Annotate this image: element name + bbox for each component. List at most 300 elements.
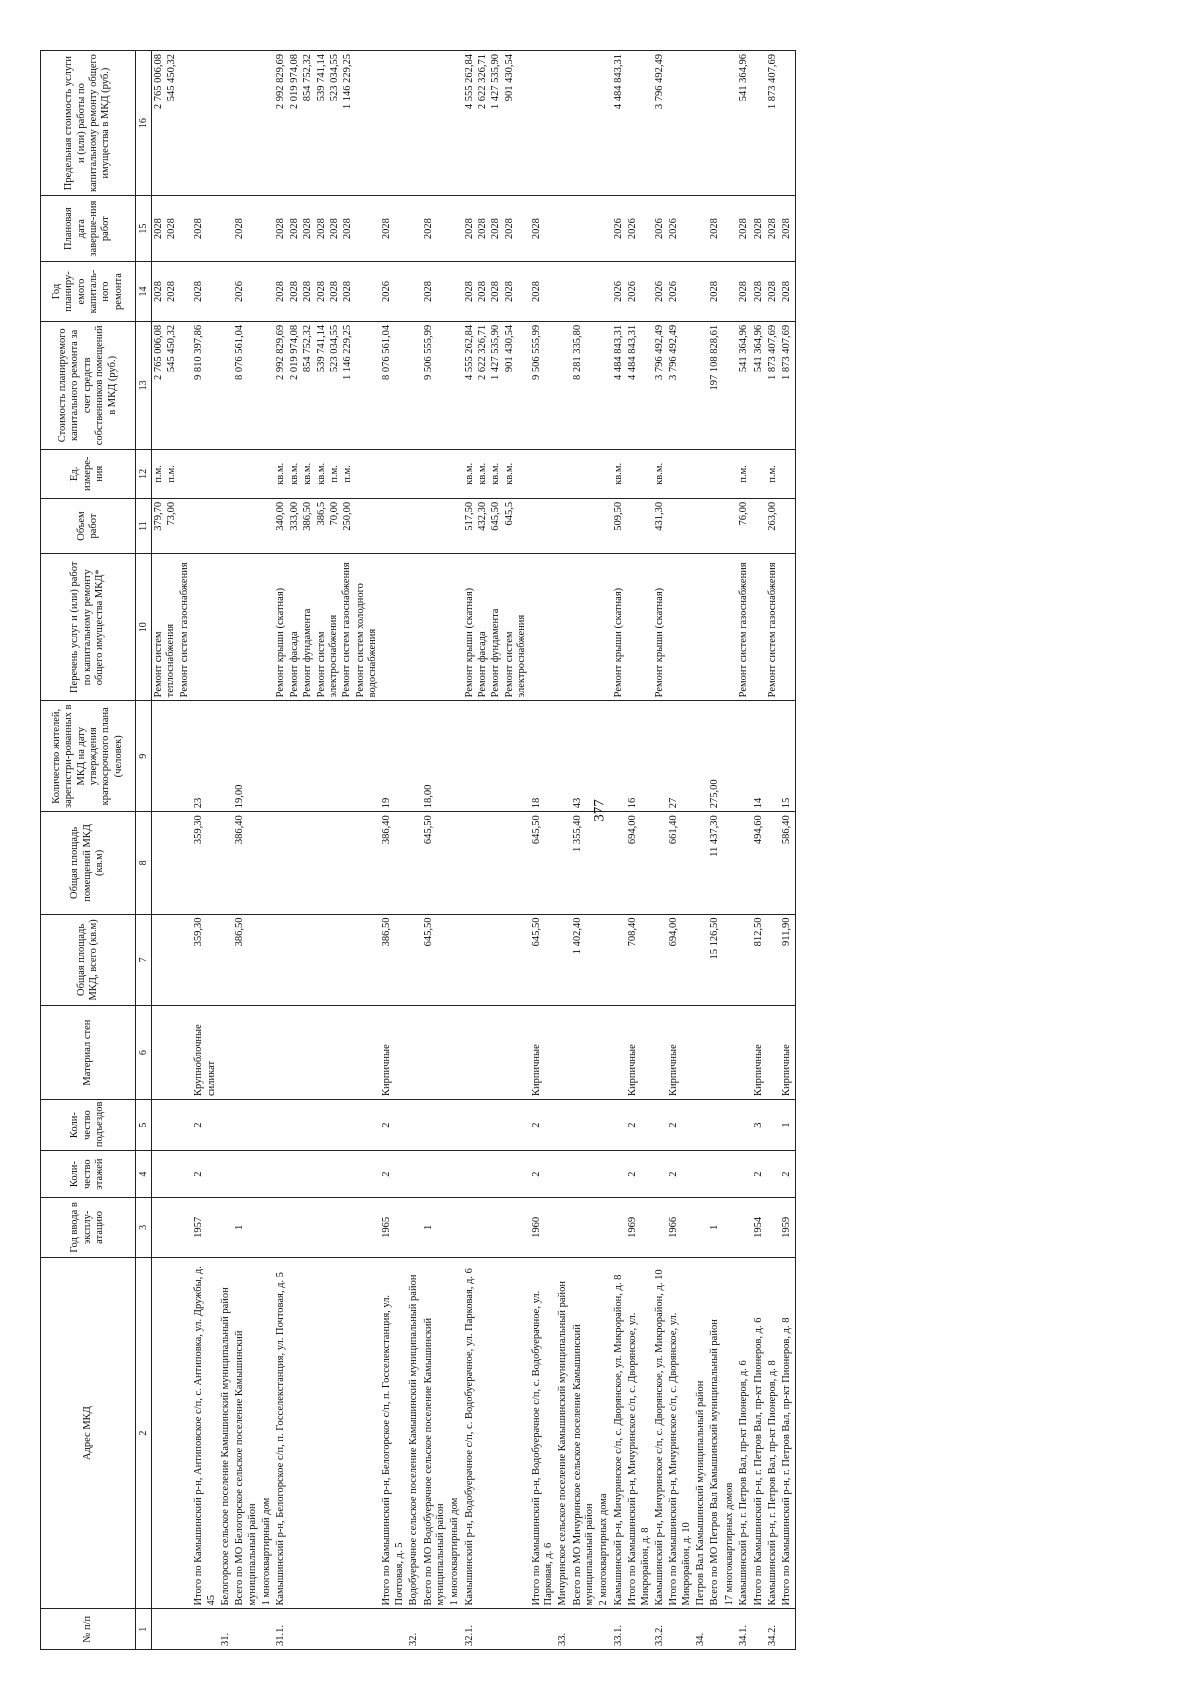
cell-line [408,54,420,192]
cell-line [572,502,584,550]
cell-col-1 [152,1609,193,1650]
cell-line [449,325,461,446]
cell-col-9: 23 [192,701,219,812]
cell-col-15 [708,196,722,262]
cell-col-9 [723,701,737,812]
cell-col-16 [422,51,449,196]
cell-col-6 [152,1006,193,1100]
cell-col-5 [653,1100,667,1151]
cell-col-8: 661,40 [667,812,694,914]
table-row [723,51,737,1650]
cell-line: п.м. [738,465,750,483]
cell-col-5 [219,1100,233,1151]
cell-line: 2028 [342,218,354,240]
cell-line: 386,5 [315,501,327,526]
cell-line: кв.м. [477,462,488,485]
cell-line: 901 430,54 [503,324,515,373]
cell-col-12 [530,449,557,498]
cell-col-3: 1954 [752,1198,766,1258]
cell-col-14 [407,262,421,322]
cell-line: 2028 [503,281,515,303]
cell-line: 2028 [490,281,502,303]
cell-col-3 [152,1198,193,1258]
cell-col-10 [152,554,193,701]
cell-line: 2028 [781,218,793,240]
cell-line: 73,00 [166,501,178,526]
cell-col-1 [780,1609,795,1650]
cell-line [220,453,232,495]
cell-line: 263,00 [766,501,778,531]
cell-col-15 [530,196,557,262]
cell-col-4 [766,1151,780,1198]
cell-line: Ремонт систем газоснабжения [738,562,750,698]
cell-line: 2028 [709,281,721,303]
cell-col-6 [219,1006,233,1100]
cell-col-7: 812,50 [752,914,766,1006]
cell-col-11 [380,498,407,553]
cell-line [408,325,420,446]
cell-col-5 [463,1100,530,1151]
cell-line [781,502,793,550]
column-number-1: 1 [136,1609,152,1650]
cell-col-4 [219,1151,233,1198]
cell-col-16 [274,51,380,196]
cell-line [408,502,420,550]
cell-col-10 [407,554,421,701]
cell-col-3: 1966 [667,1198,694,1258]
column-header-12: Ед. измере-ния [41,449,136,498]
cell-line: 1 873 407,69 [766,54,778,110]
cell-col-9 [556,701,570,812]
cell-line: 2028 [463,281,475,303]
cell-line: 340,00 [275,501,287,531]
cell-col-8 [463,812,530,914]
cell-col-14 [463,262,530,322]
rotated-table-wrapper [40,50,1140,1650]
cell-line [220,325,232,446]
cell-line [709,54,721,192]
cell-col-10 [780,554,795,701]
cell-line: 2028 [766,218,778,240]
cell-col-3 [766,1198,780,1258]
column-header-13: Стоимость планируемого капитального ремонта за счет средств собственников помещений в МКД (руб.) [41,321,136,449]
cell-col-4: 2 [752,1151,766,1198]
table-row [530,51,557,1650]
cell-col-1 [571,1609,598,1650]
cell-col-16 [463,51,530,196]
cell-col-7 [597,914,611,1006]
cell-col-10 [653,554,667,701]
cell-line: 1 873 407,69 [766,324,778,381]
cell-col-12 [152,449,193,498]
cell-col-8: 386,40 [380,812,407,914]
cell-col-12 [448,449,462,498]
cell-col-9 [612,701,626,812]
cell-col-14 [233,262,260,322]
cell-col-14 [422,262,449,322]
cell-line [781,557,793,697]
cell-col-7: 645,50 [422,914,449,1006]
table-row [653,51,667,1650]
cell-col-6: Крупноблочные силикат [192,1006,219,1100]
cell-col-6 [737,1006,751,1100]
cell-col-10 [530,554,557,701]
cell-line [408,453,420,495]
cell-line [234,557,246,697]
cell-line [381,453,393,495]
cell-line: 2 765 006,08 [153,54,164,110]
cell-line: 523 034,55 [328,324,340,373]
cell-line [781,453,793,495]
cell-col-1: 34.2. [766,1609,780,1650]
cell-col-14 [152,262,193,322]
cell-col-16 [530,51,557,196]
cell-col-15 [448,196,462,262]
cell-col-9 [694,701,708,812]
cell-col-2: Итого по Камышинский р-н, Антиповское с/п, с. Антиповка, ул. Дружбы, д. 45 [192,1257,219,1609]
cell-line: 2028 [381,218,393,240]
cell-col-13 [233,321,260,449]
cell-col-3: 1969 [626,1198,653,1258]
cell-col-16 [380,51,407,196]
cell-col-8 [653,812,667,914]
cell-line [572,453,584,495]
cell-col-12 [723,449,737,498]
cell-col-13 [219,321,233,449]
cell-col-9 [260,701,274,812]
cell-col-10 [571,554,598,701]
cell-line: 2028 [738,281,750,303]
cell-col-4 [448,1151,462,1198]
cell-col-5: 3 [752,1100,766,1151]
column-header-6: Материал стен [41,1006,136,1100]
cell-col-5: 1 [780,1100,795,1151]
cell-line: 545 450,32 [166,324,178,373]
cell-col-14 [530,262,557,322]
cell-col-9 [737,701,751,812]
column-number-9: 9 [136,701,152,812]
cell-col-8: 359,30 [192,812,219,914]
cell-line: 2 992 829,69 [275,54,287,110]
cell-line: 3 796 492,49 [653,324,665,381]
cell-line [695,54,707,192]
cell-line [753,54,765,192]
cell-col-3: 1 [422,1198,449,1258]
table-row [752,51,766,1650]
cell-col-10 [766,554,780,701]
cell-line [598,199,610,258]
cell-col-5 [597,1100,611,1151]
cell-line: Ремонт фундамента [302,608,314,698]
cell-col-12 [274,449,380,498]
cell-col-6: Кирпичные [530,1006,557,1100]
cell-line: 2028 [422,218,434,240]
table-row [737,51,751,1650]
cell-line [449,453,461,495]
table-row [766,51,780,1650]
cell-col-7 [653,914,667,1006]
cell-col-9: 18 [530,701,557,812]
table-row [260,51,274,1650]
cell-col-13 [723,321,737,449]
cell-col-11 [766,498,780,553]
cell-col-5 [274,1100,380,1151]
cell-col-12 [597,449,611,498]
cell-line: 2028 [288,281,300,303]
cell-col-13 [667,321,694,449]
cell-col-5 [556,1100,570,1151]
cell-col-10 [380,554,407,701]
cell-col-5 [612,1100,626,1151]
cell-line: п.м. [153,465,164,483]
cell-col-1: 33.1. [612,1609,626,1650]
cell-col-6 [233,1006,260,1100]
cell-col-13 [192,321,219,449]
cell-line: кв.м. [463,462,475,485]
column-header-14: Год планиру-емого капиталь-ного ремонта [41,262,136,322]
cell-col-13 [653,321,667,449]
cell-col-4 [737,1151,751,1198]
cell-line [572,54,584,192]
cell-line: 9 506 555,99 [530,324,542,381]
cell-col-3: 1965 [380,1198,407,1258]
cell-line: 1 427 535,90 [490,54,502,110]
cell-col-11 [752,498,766,553]
cell-line: 333,00 [288,501,300,531]
cell-line: 2028 [153,281,164,303]
cell-col-2: Итого по Камышинский р-н, Мичуринское с/п, с. Дворянское, ул. Микрорайон, д. 8 [626,1257,653,1609]
cell-line [261,557,273,697]
column-header-10: Перечень услуг и (или) работ по капитальному ремонту общего имущества МКД* [41,554,136,701]
cell-col-9: 275,00 [708,701,722,812]
cell-col-16 [694,51,708,196]
cell-col-4: 2 [530,1151,557,1198]
cell-line: 2026 [381,281,393,303]
column-header-15: Плановая дата заверше-ния работ [41,196,136,262]
column-header-2: Адрес МКД [41,1257,136,1609]
cell-col-7 [152,914,193,1006]
cell-col-2: Итого по Камышинский р-н, Мичуринское с/п, с. Дворянское, ул. Микрорайон, д. 10 [667,1257,694,1609]
cell-line [234,502,246,550]
cell-line [220,557,232,697]
cell-line: 2028 [752,281,764,303]
cell-col-6 [597,1006,611,1100]
cell-col-15 [274,196,380,262]
cell-col-3 [737,1198,751,1258]
cell-col-7 [766,914,780,1006]
cell-col-3: 1 [233,1198,260,1258]
cell-col-7: 708,40 [626,914,653,1006]
cell-col-10 [667,554,694,701]
cell-line: 545 450,32 [166,54,178,102]
cell-col-12 [766,449,780,498]
cell-col-11 [556,498,570,553]
cell-line: 8 281 335,80 [571,324,583,381]
cell-line: Ремонт крыши (скатная) [275,587,287,698]
cell-col-14 [667,262,694,322]
cell-col-16 [737,51,751,196]
cell-col-1 [708,1609,722,1650]
cell-col-16 [597,51,611,196]
cell-line [557,325,569,446]
cell-col-6 [448,1006,462,1100]
cell-line: кв.м. [490,462,502,485]
cell-col-11 [152,498,193,553]
cell-col-9 [463,701,530,812]
cell-col-13 [766,321,780,449]
cell-col-2: 17 многоквартирных домов [723,1257,737,1609]
cell-line: кв.м. [653,462,665,485]
cell-col-3: 1959 [780,1198,795,1258]
cell-col-2: Петров Вал Камышинский муниципальный район [694,1257,708,1609]
cell-col-14 [752,262,766,322]
cell-line: 4 484 843,31 [627,324,639,381]
column-header-3: Год ввода в эксплу-атацию [41,1198,136,1258]
cell-line [261,199,273,258]
cell-col-2: Камышинский р-н, г. Петров Вал, пр-кт Пионеров, д. 6 [737,1257,751,1609]
cell-line: 4 555 262,84 [463,54,475,110]
cell-col-13 [708,321,722,449]
cell-line: 645,5 [503,501,515,526]
cell-line: 4 484 843,31 [612,324,624,381]
cell-line [557,199,569,258]
cell-col-12 [667,449,694,498]
cell-line: 3 796 492,49 [668,324,680,381]
cell-col-16 [219,51,233,196]
cell-col-15 [737,196,751,262]
cell-line: 2028 [738,218,750,240]
cell-col-8 [723,812,737,914]
table-row [407,51,421,1650]
column-number-row [136,51,152,1650]
cell-col-14 [597,262,611,322]
cell-line: 2028 [302,281,314,303]
cell-line: 2028 [193,281,205,303]
cell-line [724,557,736,697]
cell-col-11 [530,498,557,553]
cell-col-10 [260,554,274,701]
cell-line [598,54,610,192]
cell-line [724,265,736,318]
cell-line: кв.м. [503,462,515,485]
cell-col-9 [597,701,611,812]
cell-col-11 [708,498,722,553]
cell-col-6 [556,1006,570,1100]
cell-col-4 [463,1151,530,1198]
cell-col-7 [463,914,530,1006]
cell-col-13 [448,321,462,449]
cell-line: Ремонт систем газоснабжения [766,562,778,698]
cell-line: Ремонт крыши (скатная) [612,587,624,698]
cell-col-2: 2 многоквартирных дома [597,1257,611,1609]
cell-col-11 [233,498,260,553]
cell-line [408,199,420,258]
cell-col-11 [667,498,694,553]
cell-col-11 [219,498,233,553]
cell-col-6: Кирпичные [380,1006,407,1100]
cell-line: Ремонт систем газоснабжения [178,562,190,698]
cell-col-3 [556,1198,570,1258]
cell-col-15 [752,196,766,262]
cell-line: п.м. [166,465,178,483]
cell-col-2: Всего по МО Мичуринское сельское поселение Камышинский муниципальный район [571,1257,598,1609]
cell-line: 431,30 [653,501,665,531]
cell-col-7: 386,50 [380,914,407,1006]
table-row [463,51,530,1650]
cell-col-14 [612,262,626,322]
cell-col-11 [448,498,462,553]
cell-col-11 [626,498,653,553]
cell-col-15 [667,196,694,262]
cell-col-14 [274,262,380,322]
cell-col-14 [219,262,233,322]
cell-col-10 [556,554,570,701]
cell-col-12 [780,449,795,498]
cell-col-1: 32.1. [463,1609,530,1650]
cell-line: 9 810 397,86 [193,324,205,381]
table-row [219,51,233,1650]
cell-col-5 [407,1100,421,1151]
cell-col-7 [219,914,233,1006]
cell-col-4: 2 [626,1151,653,1198]
cell-line: 2028 [422,281,434,303]
table-row [612,51,626,1650]
cell-line: 2 622 326,71 [477,324,488,381]
cell-col-16 [612,51,626,196]
cell-col-3 [653,1198,667,1258]
cell-line [627,54,639,192]
cell-col-13 [407,321,421,449]
cell-line: кв.м. [275,462,287,485]
cell-col-5 [571,1100,598,1151]
cell-line [668,502,680,550]
cell-line: 8 076 561,04 [234,324,246,381]
cell-line [627,557,639,697]
cell-col-10 [597,554,611,701]
cell-col-12 [219,449,233,498]
cell-col-2: Белогорское сельское поселение Камышинский муниципальный район [219,1257,233,1609]
cell-line: 1 146 229,25 [342,54,354,110]
cell-line: 1 146 229,25 [342,324,354,381]
cell-col-13 [626,321,653,449]
cell-col-15 [556,196,570,262]
cell-col-14 [723,262,737,322]
cell-col-6 [422,1006,449,1100]
cell-line [557,453,569,495]
cell-col-3 [597,1198,611,1258]
cell-col-9 [766,701,780,812]
cell-line: 854 752,32 [302,324,314,373]
cell-col-1 [752,1609,766,1650]
table-row [448,51,462,1650]
cell-line [423,502,435,550]
cell-col-2: Камышинский р-н, Белогорское с/п, п. Госселекстанция, ул. Почтовая, д. 5 [274,1257,380,1609]
cell-col-7 [260,914,274,1006]
cell-line: 2026 [668,281,680,303]
cell-line [261,265,273,318]
cell-col-12 [260,449,274,498]
cell-col-12 [694,449,708,498]
cell-col-16 [780,51,795,196]
cell-col-13 [152,321,193,449]
cell-col-4 [694,1151,708,1198]
cell-col-8 [612,812,626,914]
cell-col-11 [723,498,737,553]
cell-col-14 [653,262,667,322]
cell-line: 645,50 [490,501,502,531]
cell-col-8 [219,812,233,914]
cell-col-14 [766,262,780,322]
